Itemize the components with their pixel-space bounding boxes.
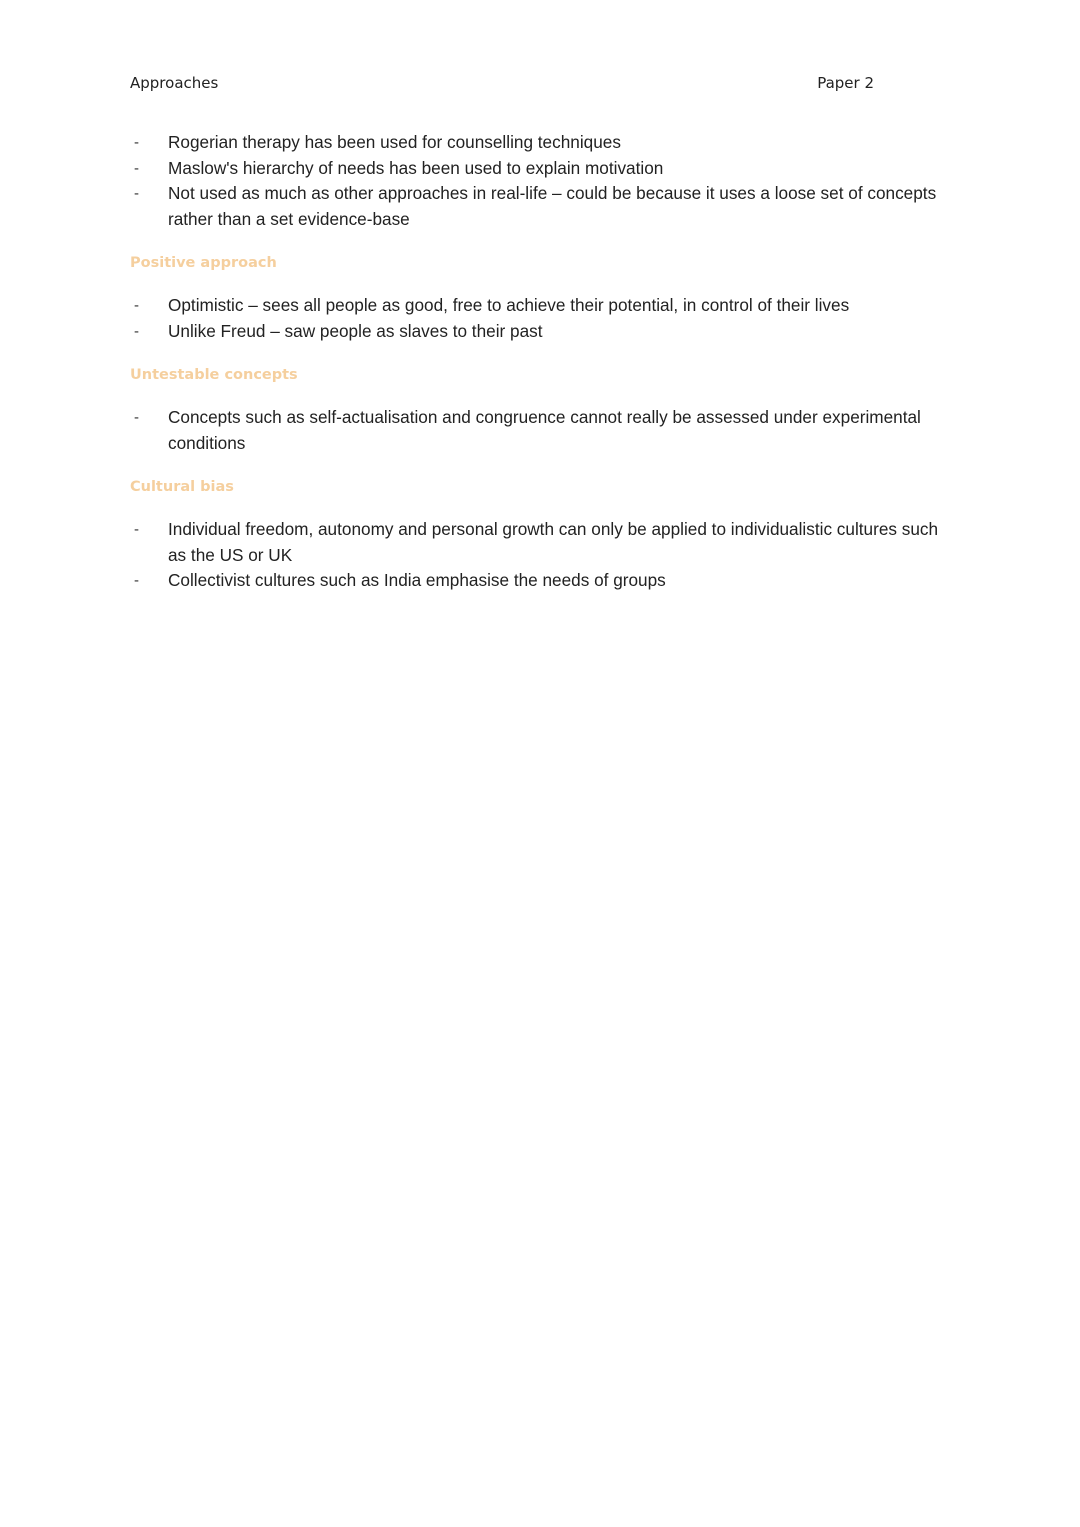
positive-approach-bullet-list xyxy=(130,293,960,344)
list-item-text: Unlike Freud – saw people as slaves to their past xyxy=(168,320,543,341)
section-heading-untestable-concepts: Untestable concepts xyxy=(130,367,298,383)
list-item-text: Maslow's hierarchy of needs has been used to explain motivation xyxy=(168,157,664,178)
cultural-bias-bullet-list xyxy=(130,517,960,594)
header-paper-label: Paper 2 xyxy=(817,74,874,92)
bullet-marker: - xyxy=(134,409,139,426)
list-item-text: Individual freedom, autonomy and personal growth can only be applied to individualistic cultures such as the US or UK xyxy=(168,519,939,565)
section-heading-positive-approach: Positive approach xyxy=(130,255,277,271)
list-item-text: Collectivist cultures such as India emphasise the needs of groups xyxy=(168,570,666,590)
list-item xyxy=(130,517,960,568)
bullet-marker: - xyxy=(134,322,139,340)
header-title: Approaches xyxy=(130,74,219,92)
bullet-marker: - xyxy=(134,521,139,538)
bullet-marker: - xyxy=(134,297,139,314)
list-item xyxy=(130,319,960,345)
page-header xyxy=(130,74,874,98)
list-item-text: Rogerian therapy has been used for counselling techniques xyxy=(168,132,621,152)
bullet-marker: - xyxy=(134,134,139,151)
list-item-text: Concepts such as self-actualisation and congruence cannot really be assessed under experimental conditions xyxy=(168,407,921,453)
list-item xyxy=(130,181,960,232)
section-heading-cultural-bias: Cultural bias xyxy=(130,479,234,495)
intro-bullet-list xyxy=(130,130,960,232)
list-item xyxy=(130,568,960,594)
untestable-concepts-bullet-list xyxy=(130,405,960,456)
list-item xyxy=(130,156,960,182)
bullet-marker: - xyxy=(134,572,139,589)
list-item xyxy=(130,405,960,456)
list-item-text: Optimistic – sees all people as good, free to achieve their potential, in control of their lives xyxy=(168,295,850,315)
bullet-marker: - xyxy=(134,185,139,202)
list-item-text: Not used as much as other approaches in real-life – could be because it uses a loose set of concepts rather than a set evidence-base xyxy=(168,183,937,229)
list-item xyxy=(130,293,960,319)
document-body xyxy=(130,130,960,594)
bullet-marker: - xyxy=(134,159,139,177)
list-item xyxy=(130,130,960,156)
